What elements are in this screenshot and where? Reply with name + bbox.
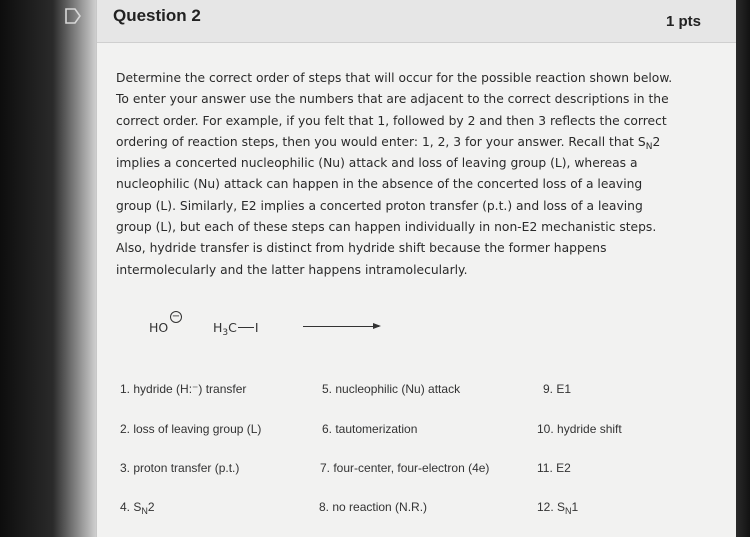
question-text-subscript: N xyxy=(645,141,653,152)
choice-4-subscript: N xyxy=(141,506,148,516)
methyl-h: H xyxy=(213,320,223,335)
hydroxide-label: HO xyxy=(149,320,169,335)
choice-4-prefix: 4. S xyxy=(120,500,142,514)
choice-2: 2. loss of leaving group (L) xyxy=(120,422,262,436)
choice-7: 7. four-center, four-electron (4e) xyxy=(320,461,490,475)
choice-8: 8. no reaction (N.R.) xyxy=(319,500,428,514)
question-header xyxy=(97,0,737,43)
choice-9: 9. E1 xyxy=(543,382,572,396)
choice-5: 5. nucleophilic (Nu) attack xyxy=(322,382,461,396)
choice-12-prefix: 12. S xyxy=(537,500,566,514)
reaction-scheme xyxy=(97,310,737,350)
question-points: 1 pts xyxy=(665,13,701,30)
choice-10: 10. hydride shift xyxy=(537,422,622,436)
question-text xyxy=(116,68,676,281)
right-edge-strip xyxy=(736,0,750,537)
choice-6: 6. tautomerization xyxy=(322,422,418,436)
negative-charge-icon: − xyxy=(171,311,181,322)
methyl-c: C xyxy=(228,320,237,335)
question-title: Question 2 xyxy=(113,6,201,25)
choice-3: 3. proton transfer (p.t.) xyxy=(120,461,240,475)
left-sidebar-strip xyxy=(0,0,96,537)
iodine-label: I xyxy=(254,320,259,335)
flag-icon[interactable] xyxy=(64,8,82,24)
choice-12-suffix: 1 xyxy=(571,500,579,514)
choice-11: 11. E2 xyxy=(537,461,571,475)
question-text-part1: Determine the correct order of steps that will occur for the possible reaction shown below. To enter your answer use the numbers that are adjacent to the correct descriptions in the correct order. For example, if you felt that 1, followed by 2 and then 3 reflects the correct ordering of reaction steps, then you would enter: 1, 2, 3 for your answer. Recall that S xyxy=(116,71,673,149)
choice-1: 1. hydride (H:⁻) transfer xyxy=(120,382,247,396)
methyl-subscript: 3 xyxy=(222,328,229,338)
choice-12-subscript: N xyxy=(565,506,572,516)
choice-4-suffix: 2 xyxy=(147,500,155,514)
choice-12 xyxy=(537,500,578,514)
reaction-arrow-icon xyxy=(303,326,379,327)
question-card xyxy=(96,0,737,537)
methyl-iodide-label xyxy=(213,320,259,338)
bond-line xyxy=(238,327,254,328)
question-text-part2: 2 implies a concerted nucleophilic (Nu) attack and loss of leaving group (L), whereas a nucleophilic (Nu) attack can happen in the absence of the concerted loss of a leaving group (L). Similarly, E2 implies a concerted proton transfer (p.t.) and loss of a leaving group (L), but each of these steps can happen individually in non-E2 mechanistic steps. Also, hydride transfer is distinct from hydride shift because the former happens intermolecularly and the latter happens intramolecularly. xyxy=(116,134,661,277)
choice-4 xyxy=(120,500,155,514)
